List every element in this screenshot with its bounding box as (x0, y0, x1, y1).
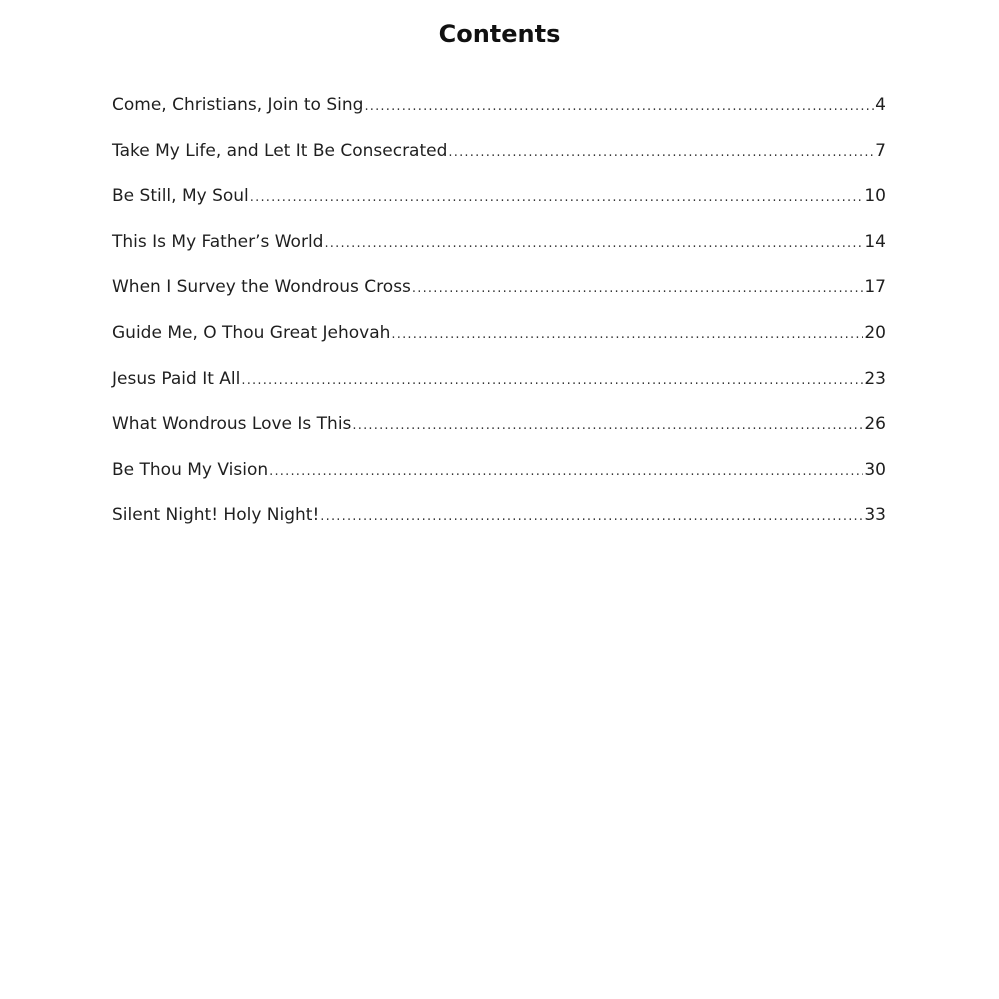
toc-entry[interactable] (112, 137, 886, 183)
dot-leader (352, 412, 863, 440)
toc-entry[interactable] (112, 182, 886, 228)
toc-entry-page: 20 (864, 322, 886, 343)
dot-leader (324, 230, 863, 258)
toc-entry-title: Come, Christians, Join to Sing (112, 95, 364, 115)
toc-entry[interactable] (112, 228, 886, 274)
toc-entry-page: 17 (864, 277, 886, 298)
toc-entry-title: Jesus Paid It All (112, 368, 241, 389)
toc-entry-title: Be Thou My Vision (112, 459, 269, 480)
toc-entry[interactable] (112, 365, 886, 411)
toc-entry-page: 7 (875, 140, 886, 161)
toc-entry-title: When I Survey the Wondrous Cross (112, 277, 411, 298)
table-of-contents (112, 91, 886, 547)
dot-leader (269, 458, 863, 486)
toc-entry[interactable] (112, 319, 886, 365)
toc-entry-page: 33 (864, 505, 886, 526)
toc-entry[interactable] (112, 501, 886, 547)
toc-entry-title: Take My Life, and Let It Be Consecrated (112, 140, 448, 161)
toc-entry-page: 4 (875, 95, 886, 115)
toc-entry[interactable] (112, 273, 886, 319)
toc-entry[interactable] (112, 456, 886, 502)
page-title: Contents (438, 20, 561, 48)
dot-leader (364, 93, 874, 121)
dot-leader (412, 275, 863, 303)
toc-entry-title: This Is My Father’s World (112, 231, 324, 252)
dot-leader (320, 503, 863, 531)
dot-leader (250, 184, 864, 212)
toc-entry-title: Be Still, My Soul (112, 186, 249, 207)
toc-entry-title: Guide Me, O Thou Great Jehovah (112, 322, 391, 343)
toc-entry-page: 14 (864, 231, 886, 252)
toc-entry[interactable] (112, 91, 886, 137)
toc-entry-title: Silent Night! Holy Night! (112, 505, 320, 526)
toc-entry-page: 26 (864, 414, 886, 435)
dot-leader (391, 321, 863, 349)
toc-entry[interactable] (112, 410, 886, 456)
dot-leader (241, 367, 863, 395)
toc-entry-page: 30 (864, 459, 886, 480)
toc-entry-page: 10 (864, 186, 886, 207)
toc-entry-page: 23 (864, 368, 886, 389)
dot-leader (448, 139, 874, 167)
toc-entry-title: What Wondrous Love Is This (112, 414, 352, 435)
